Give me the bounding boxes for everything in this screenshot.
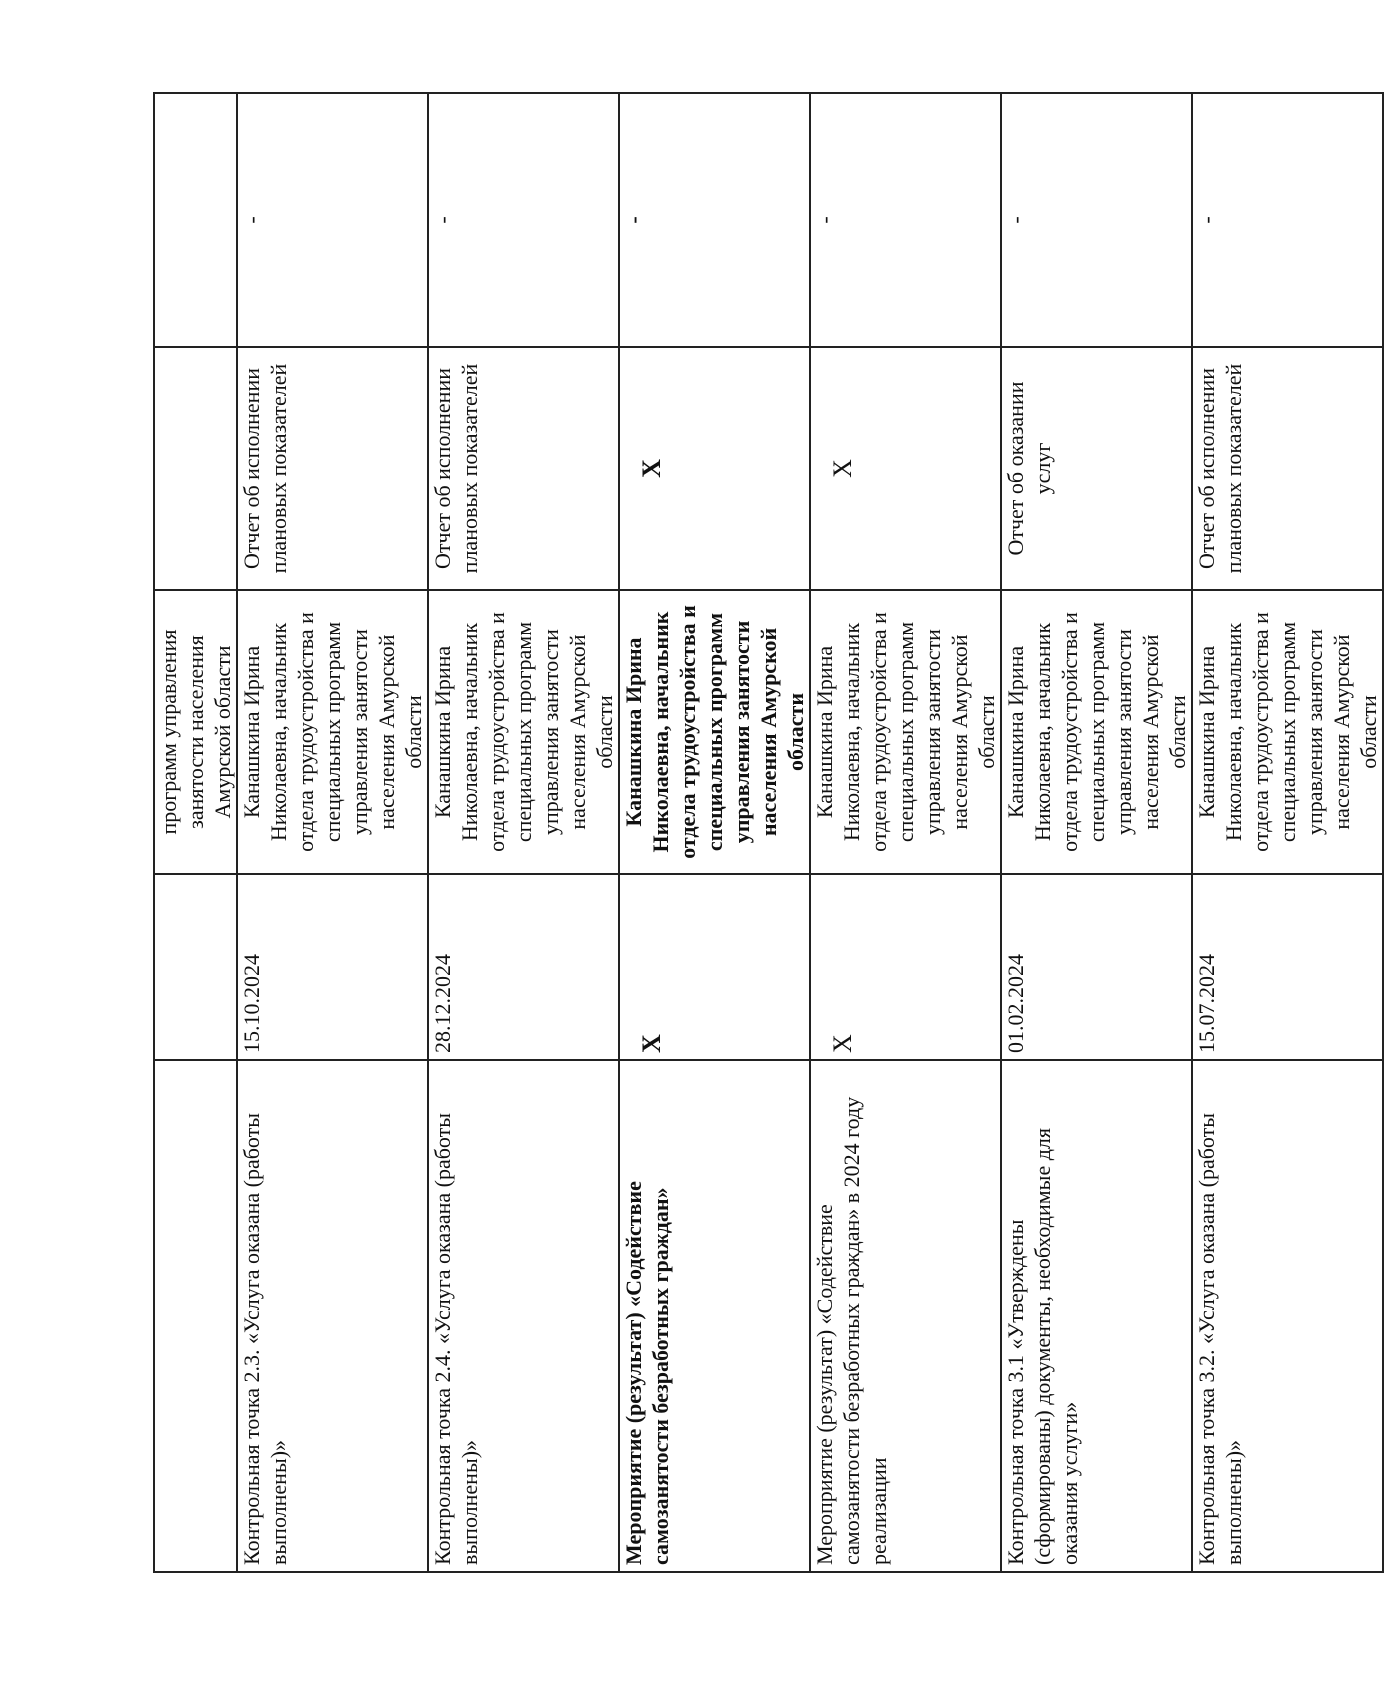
- document-cell: [1001, 347, 1192, 590]
- document-text: Отчет об исполнении плановых показателей: [1194, 363, 1246, 574]
- table-row: [428, 93, 619, 1572]
- system-cell: -: [1192, 93, 1383, 347]
- date-cell: 28.12.2024: [428, 874, 619, 1060]
- date-cell: [154, 874, 237, 1060]
- document-cell: [1192, 347, 1383, 590]
- responsible-cell: Канашкина Ирина Николаевна, начальник отдела трудоустройства и специальных программ управления занятости населения Амурской области: [810, 590, 1001, 874]
- system-cell: -: [237, 93, 428, 347]
- responsible-cell: Канашкина Ирина Николаевна, начальник отдела трудоустройства и специальных программ управления занятости населения Амурской области: [1192, 590, 1383, 874]
- system-cell: -: [1001, 93, 1192, 347]
- system-cell: [154, 93, 237, 347]
- system-cell: -: [619, 93, 810, 347]
- name-cell: [154, 1060, 237, 1572]
- responsible-cell: Канашкина Ирина Николаевна, начальник отдела трудоустройства и специальных программ управления занятости населения Амурской области: [619, 590, 810, 874]
- control-points-table: [153, 92, 1384, 1573]
- document-cell: Х: [810, 347, 1001, 590]
- document-cell: [154, 347, 237, 590]
- date-cell: Х: [619, 874, 810, 1060]
- name-cell: Контрольная точка 3.2. «Услуга оказана (работы выполнены)»: [1192, 1060, 1383, 1572]
- responsible-cell: Канашкина Ирина Николаевна, начальник отдела трудоустройства и специальных программ управления занятости населения Амурской области: [428, 590, 619, 874]
- table-row: [1192, 93, 1383, 1572]
- document-text: Отчет об оказании услуг: [1003, 381, 1055, 556]
- responsible-cell: Канашкина Ирина Николаевна, начальник отдела трудоустройства и специальных программ управления занятости населения Амурской области: [237, 590, 428, 874]
- date-cell: 15.07.2024: [1192, 874, 1383, 1060]
- table-row: [1001, 93, 1192, 1572]
- name-cell: Контрольная точка 2.3. «Услуга оказана (работы выполнены)»: [237, 1060, 428, 1572]
- document-text: Отчет об исполнении плановых показателей: [239, 363, 291, 574]
- table-row-continuation: [154, 93, 237, 1572]
- system-cell: -: [428, 93, 619, 347]
- table-row-measure: [619, 93, 810, 1572]
- name-cell: Мероприятие (результат) «Содействие самозанятости безработных граждан» в 2024 году реализации: [810, 1060, 1001, 1572]
- table-row: [237, 93, 428, 1572]
- responsible-cell: программ управления занятости населения Амурской области: [154, 590, 237, 874]
- date-cell: 01.02.2024: [1001, 874, 1192, 1060]
- document-text: Отчет об исполнении плановых показателей: [430, 363, 482, 574]
- date-cell: Х: [810, 874, 1001, 1060]
- document-cell: Х: [619, 347, 810, 590]
- responsible-cell: Канашкина Ирина Николаевна, начальник отдела трудоустройства и специальных программ управления занятости населения Амурской области: [1001, 590, 1192, 874]
- name-cell: Контрольная точка 3.1 «Утверждены (сформированы) документы, необходимые для оказания услуги»: [1001, 1060, 1192, 1572]
- document-cell: [237, 347, 428, 590]
- system-cell: -: [810, 93, 1001, 347]
- document-cell: [428, 347, 619, 590]
- table-row: [810, 93, 1001, 1572]
- rotated-page: [153, 94, 1381, 1573]
- date-cell: 15.10.2024: [237, 874, 428, 1060]
- name-cell: Мероприятие (результат) «Содействие самозанятости безработных граждан»: [619, 1060, 810, 1572]
- name-cell: Контрольная точка 2.4. «Услуга оказана (работы выполнены)»: [428, 1060, 619, 1572]
